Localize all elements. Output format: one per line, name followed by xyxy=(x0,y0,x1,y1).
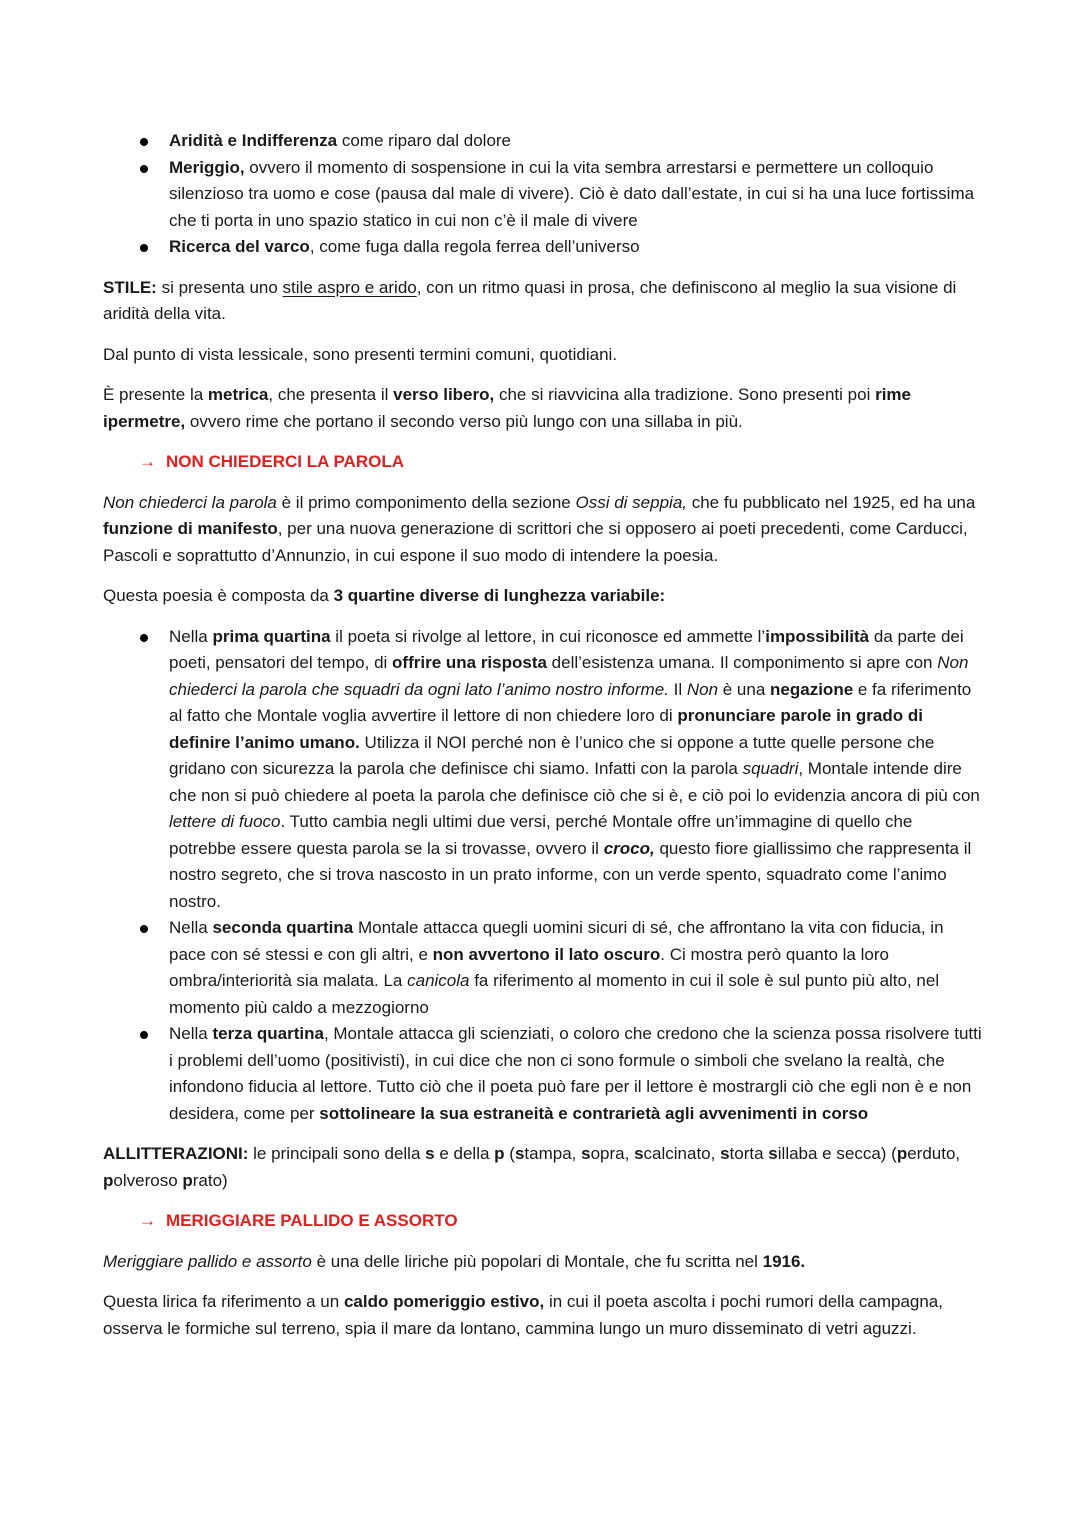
metrica-paragraph: È presente la metrica, che presenta il verso libero, che si riavvicina alla tradizione. Sono presenti poi rime ipermetre, ovvero rime che portano il secondo verso più lungo con una sillaba in più. xyxy=(103,385,911,431)
list-item: Nella seconda quartina Montale attacca quegli uomini sicuri di sé, che affrontano la vita con fiducia, in pace con sé stessi e con gli altri, e non avvertono il lato oscuro. Ci mostra però quanto la loro ombra/interiorità sia malata. La canicola fa riferimento al momento in cui il sole è sul punto più alto, nel momento più caldo a mezzogiorno xyxy=(169,915,983,1021)
list-item: Nella terza quartina, Montale attacca gli scienziati, o coloro che credono che la scienza possa risolvere tutti i problemi dell’uomo (positivisti), in cui dice che non ci sono formule o simboli che svelano la realtà, che infondono fiducia al lettore. Tutto ciò che il poeta può fare per il lettore è mostrargli ciò che egli non è e non desidera, come per sottolineare la sua estraneità e contrarietà agli avvenimenti in corso xyxy=(169,1021,983,1127)
arrow-right-icon: → xyxy=(139,452,156,471)
section-heading-non-chiederci xyxy=(139,449,983,476)
stile-paragraph: STILE: si presenta uno stile aspro e arido, con un ritmo quasi in prosa, che definiscono al meglio la sua visione di aridità della vita. xyxy=(103,277,957,323)
bullet-icon xyxy=(140,165,148,173)
bullet-icon xyxy=(140,925,148,933)
intro-bullet-list xyxy=(103,128,983,261)
list-item: Ricerca del varco, come fuga dalla regola ferrea dell’universo xyxy=(169,234,983,261)
section1-structure-paragraph: Questa poesia è composta da 3 quartine diverse di lunghezza variabile: xyxy=(103,586,666,605)
list-item: Meriggio, ovvero il momento di sospensione in cui la vita sembra arrestarsi e permettere un colloquio silenzioso tra uomo e cose (pausa dal male di vivere). Ciò è dato dall’estate, in cui si ha una luce fortissima che ti porta in uno spazio statico in cui non c’è il male di vivere xyxy=(169,155,983,235)
section1-intro-paragraph: Non chiederci la parola è il primo componimento della sezione Ossi di seppia, che fu pubblicato nel 1925, ed ha una funzione di manifesto, per una nuova generazione di scrittori che si opposero ai poeti precedenti, come Carducci, Pascoli e soprattutto d’Annunzio, in cui espone il suo modo di intendere la poesia. xyxy=(103,492,976,565)
list-item: Nella prima quartina il poeta si rivolge al lettore, in cui riconosce ed ammette l’impossibilità da parte dei poeti, pensatori del tempo, di offrire una risposta dell’esistenza umana. Il componimento si apre con Non chiederci la parola che squadri da ogni lato l’animo nostro informe. Il Non è una negazione e fa riferimento al fatto che Montale voglia avvertire il lettore di non chiedere loro di pronunciare parole in grado di definire l’animo umano. Utilizza il NOI perché non è l’unico che si oppone a tutte quelle persone che gridano con sicurezza la parola che definisce chi siamo. Infatti con la parola squadri, Montale intende dire che non si può chiedere al poeta la parola che definisce ciò che si è, e ciò poi lo evidenzia ancora di più con lettere di fuoco. Tutto cambia negli ultimi due versi, perché Montale offre un’immagine di quello che potrebbe essere questa parola se la si trovasse, ovvero il croco, questo fiore giallissimo che rappresenta il nostro segreto, che si trova nascosto in un prato informe, con un verde spento, squadrato come l’animo nostro. xyxy=(169,624,983,916)
section-title: NON CHIEDERCI LA PAROLA xyxy=(166,452,404,471)
section-heading-meriggiare xyxy=(139,1208,983,1235)
document-page xyxy=(103,128,983,1356)
bullet-icon xyxy=(140,138,148,146)
bullet-icon xyxy=(140,1031,148,1039)
lessico-paragraph: Dal punto di vista lessicale, sono presenti termini comuni, quotidiani. xyxy=(103,344,618,364)
allitterazioni-paragraph: ALLITTERAZIONI: le principali sono della s e della p (stampa, sopra, scalcinato, storta sillaba e secca) (perduto, polveroso prato) xyxy=(103,1144,961,1190)
section2-body-paragraph: Questa lirica fa riferimento a un caldo pomeriggio estivo, in cui il poeta ascolta i pochi rumori della campagna, osserva le formiche sul terreno, spia il mare da lontano, cammina lungo un muro disseminato di vetri aguzzi. xyxy=(103,1292,943,1338)
section-title: MERIGGIARE PALLIDO E ASSORTO xyxy=(166,1211,458,1230)
list-item: Aridità e Indifferenza come riparo dal dolore xyxy=(169,128,983,155)
quartine-bullet-list xyxy=(103,624,983,1128)
section2-intro-paragraph: Meriggiare pallido e assorto è una delle liriche più popolari di Montale, che fu scritta nel 1916. xyxy=(103,1251,806,1271)
arrow-right-icon: → xyxy=(139,1211,156,1230)
bullet-icon xyxy=(140,634,148,642)
bullet-icon xyxy=(140,244,148,252)
